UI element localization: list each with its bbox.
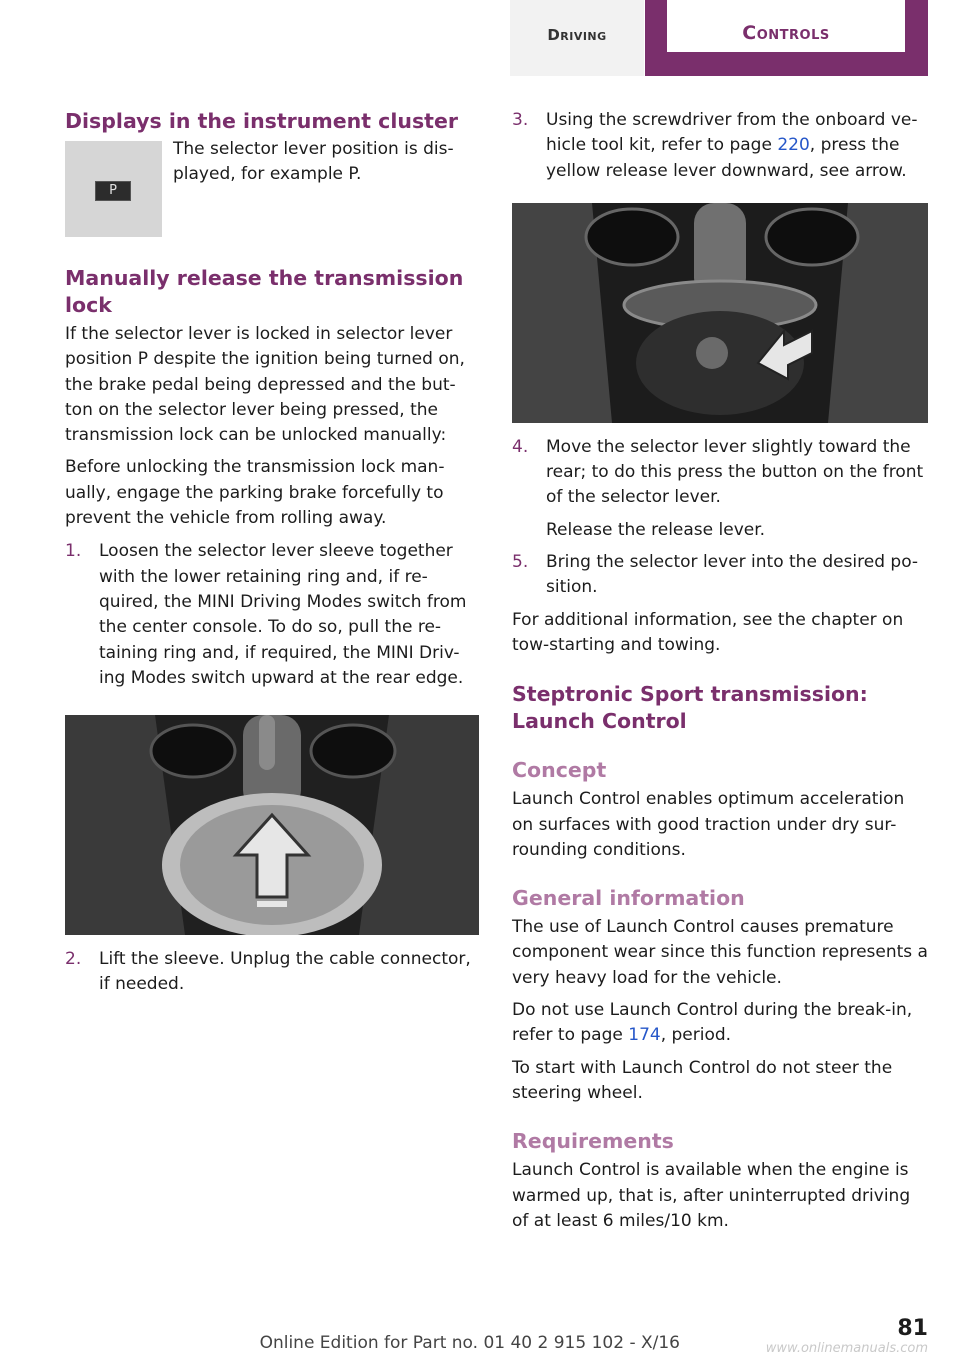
header-tab-controls — [645, 0, 928, 76]
general-text-part: Do not use Launch Control during the break-in, refer to page — [512, 1000, 913, 1046]
step-text-part: Using the screwdriver from the onboard ve-hicle tool kit, refer to page — [546, 110, 918, 156]
concept-text: Launch Control enables optimum acceleration on surfaces with good traction under dry sur-rounding conditions. — [512, 789, 905, 860]
watermark: www.onlinemanuals.com — [765, 1341, 928, 1356]
release-paragraph-2: Before unlocking the transmission lock man-ually, engage the parking brake forcefully to prevent the vehicle from rolling away. — [65, 457, 445, 529]
general-info-heading: General information — [512, 886, 745, 911]
left-column — [65, 108, 479, 998]
list-item — [512, 435, 928, 543]
step-number: 4. — [512, 436, 529, 457]
steps-list-right-2 — [512, 435, 928, 601]
header-chapter: Controls — [742, 22, 830, 44]
steps-list-left — [65, 539, 479, 691]
release-lever-photo — [512, 203, 928, 423]
header-tab-driving — [510, 0, 644, 76]
list-item — [512, 550, 928, 601]
general-paragraph-2 — [512, 998, 928, 1049]
list-item — [512, 108, 928, 184]
step-number: 3. — [512, 110, 529, 130]
page-number: 81 — [897, 1316, 928, 1341]
selector-position-indicator: P — [95, 181, 131, 201]
step-text: Bring the selector lever into the desired po-sition. — [546, 552, 919, 598]
center-console-sleeve-photo — [65, 715, 479, 935]
requirements-text: Launch Control is available when the engine is warmed up, that is, after uninterrupted driving of at least 6 miles/10 km. — [512, 1160, 911, 1231]
additional-info: For additional information, see the chapter on tow-starting and towing. — [512, 609, 904, 655]
step-text: Move the selector lever slightly toward the rear; to do this press the button on the front of the selector lever. — [546, 436, 924, 508]
step-text: Loosen the selector lever sleeve together with the lower retaining ring and, if re-quired, the MINI Driving Modes switch from the center console. To do so, pull the re-taining ring and, if required, the MINI Driv-ing Modes switch upward at the rear edge. — [99, 541, 467, 688]
step-number: 1. — [65, 541, 82, 562]
step-text-part: , press the yellow release lever downward, see arrow. — [546, 135, 907, 181]
release-heading: Manually release the transmission lock — [65, 266, 464, 317]
list-item — [65, 539, 479, 691]
release-paragraph-1: If the selector lever is locked in selector lever position P despite the ignition being turned on, the brake pedal being depressed and the but-ton on the selector lever being pressed, the transmission lock can be unlocked manually: — [65, 324, 465, 446]
concept-heading: Concept — [512, 758, 607, 783]
list-item — [65, 947, 479, 998]
header-section: Driving — [547, 26, 607, 44]
step-text — [546, 108, 928, 184]
step-text: Lift the sleeve. Unplug the cable connector, if needed. — [99, 949, 471, 995]
steps-list-right — [512, 108, 928, 184]
right-column — [512, 108, 928, 1234]
displays-text: The selector lever position is dis-played, for example P. — [173, 139, 454, 185]
requirements-heading: Requirements — [512, 1129, 674, 1154]
step-number: 2. — [65, 949, 82, 970]
cluster-display-row — [65, 141, 479, 237]
page-link-220[interactable]: 220 — [777, 135, 810, 156]
cluster-display-image — [65, 141, 162, 237]
displays-heading: Displays in the instrument cluster — [65, 109, 458, 133]
step-number: 5. — [512, 552, 529, 573]
page-link-174[interactable]: 174 — [628, 1025, 661, 1046]
launch-control-heading: Steptronic Sport transmission: Launch Control — [512, 682, 868, 734]
edition-note: Online Edition for Part no. 01 40 2 915 102 - X/16 — [259, 1333, 680, 1353]
steps-list-left-2 — [65, 947, 479, 998]
step-subtext: Release the release lever. — [546, 519, 766, 540]
general-text-part: , period. — [660, 1025, 732, 1046]
general-paragraph-3: To start with Launch Control do not steer the steering wheel. — [512, 1057, 893, 1103]
general-paragraph-1: The use of Launch Control causes premature component wear since this function represents a very heavy load for the vehicle. — [512, 917, 928, 988]
